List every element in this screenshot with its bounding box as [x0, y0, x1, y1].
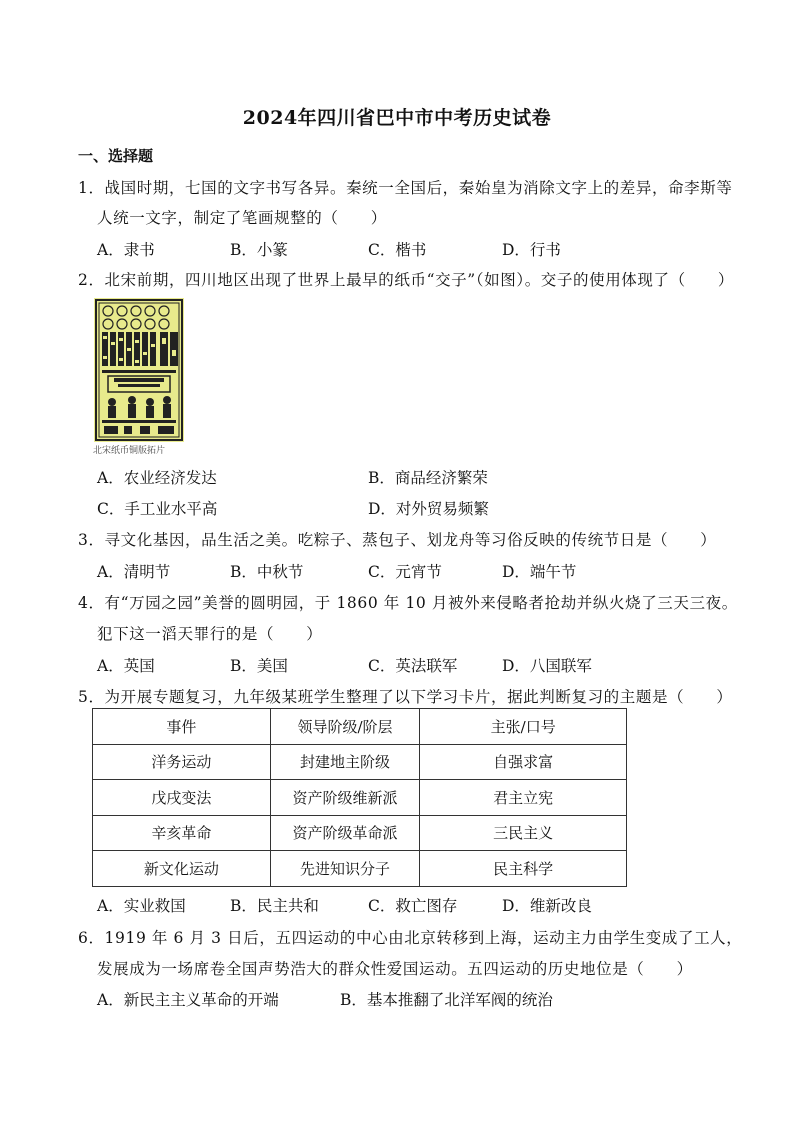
q4-option-c[interactable]: C．英法联军 — [368, 657, 458, 675]
q1-option-b[interactable]: B．小篆 — [230, 241, 288, 259]
table-header-cell: 事件 — [93, 709, 271, 745]
table-cell: 洋务运动 — [93, 744, 271, 780]
q3-option-c[interactable]: C．元宵节 — [368, 563, 442, 581]
q5-option-a[interactable]: A．实业救国 — [97, 897, 186, 915]
q1-option-a[interactable]: A．隶书 — [97, 241, 155, 259]
q3-option-a[interactable]: A．清明节 — [97, 563, 171, 581]
section-heading: 一、选择题 — [78, 147, 154, 165]
image-caption: 北宋纸币铜版拓片 — [93, 446, 166, 456]
q4-option-d[interactable]: D．八国联军 — [502, 657, 592, 675]
table-cell: 自强求富 — [420, 744, 627, 780]
q5-option-d[interactable]: D．维新改良 — [502, 897, 592, 915]
q2-option-a[interactable]: A．农业经济发达 — [97, 469, 217, 487]
question-6-line-2: 发展成为一场席卷全国声势浩大的群众性爱国运动。五四运动的历史地位是（ ） — [97, 960, 693, 978]
q5-option-c[interactable]: C．救亡图存 — [368, 897, 458, 915]
table-header-cell: 主张/口号 — [420, 709, 627, 745]
table-cell: 辛亥革命 — [93, 815, 271, 851]
q6-option-a[interactable]: A．新民主主义革命的开端 — [97, 991, 279, 1009]
q1-option-d[interactable]: D．行书 — [502, 241, 561, 259]
table-row — [93, 780, 627, 816]
q6-option-b[interactable]: B．基本推翻了北洋军阀的统治 — [340, 991, 553, 1009]
table-header-row — [93, 709, 627, 745]
table-cell: 民主科学 — [420, 851, 627, 887]
question-6-line-1: 6．1919 年 6 月 3 日后，五四运动的中心由北京转移到上海，运动主力由学生变成了工人， — [78, 929, 743, 947]
table-row — [93, 815, 627, 851]
q3-option-b[interactable]: B．中秋节 — [230, 563, 304, 581]
q5-option-b[interactable]: B．民主共和 — [230, 897, 319, 915]
question-1-line-1: 1．战国时期，七国的文字书写各异。秦统一全国后，秦始皇为消除文字上的差异，命李斯等 — [78, 179, 733, 197]
q2-option-b[interactable]: B．商品经济繁荣 — [368, 469, 488, 487]
question-5-line-1: 5．为开展专题复习，九年级某班学生整理了以下学习卡片，据此判断复习的主题是（ ） — [78, 688, 733, 706]
question-1-line-2: 人统一文字，制定了笔画规整的（ ） — [97, 209, 387, 227]
table-cell: 君主立宪 — [420, 780, 627, 816]
q4-option-b[interactable]: B．美国 — [230, 657, 288, 675]
table-cell: 封建地主阶级 — [270, 744, 420, 780]
q4-option-a[interactable]: A．英国 — [97, 657, 155, 675]
table-cell: 资产阶级维新派 — [270, 780, 420, 816]
question-2-line-1: 2．北宋前期，四川地区出现了世界上最早的纸币“交子”（如图）。交子的使用体现了（ ） — [78, 271, 735, 289]
question-3-line-1: 3．寻文化基因，品生活之美。吃粽子、蒸包子、划龙舟等习俗反映的传统节日是（ ） — [78, 531, 717, 549]
q1-option-c[interactable]: C．楷书 — [368, 241, 427, 259]
table-header-cell: 领导阶级/阶层 — [270, 709, 420, 745]
table-cell: 资产阶级革命派 — [270, 815, 420, 851]
table-cell: 三民主义 — [420, 815, 627, 851]
study-card-table — [92, 708, 627, 887]
table-row — [93, 851, 627, 887]
page-title: 2024年四川省巴中市中考历史试卷 — [242, 107, 552, 129]
table-cell: 新文化运动 — [93, 851, 271, 887]
question-4-line-2: 犯下这一滔天罪行的是（ ） — [97, 625, 323, 643]
q2-option-c[interactable]: C．手工业水平高 — [97, 500, 218, 518]
q2-option-d[interactable]: D．对外贸易频繁 — [368, 500, 489, 518]
table-cell: 先进知识分子 — [270, 851, 420, 887]
table-cell: 戊戌变法 — [93, 780, 271, 816]
table-row — [93, 744, 627, 780]
q3-option-d[interactable]: D．端午节 — [502, 563, 577, 581]
question-4-line-1: 4．有“万园之园”美誉的圆明园，于 1860 年 10 月被外来侵略者抢劫并纵火烧了三天三夜。 — [78, 594, 738, 612]
jiaozi-banknote-image — [94, 298, 184, 442]
